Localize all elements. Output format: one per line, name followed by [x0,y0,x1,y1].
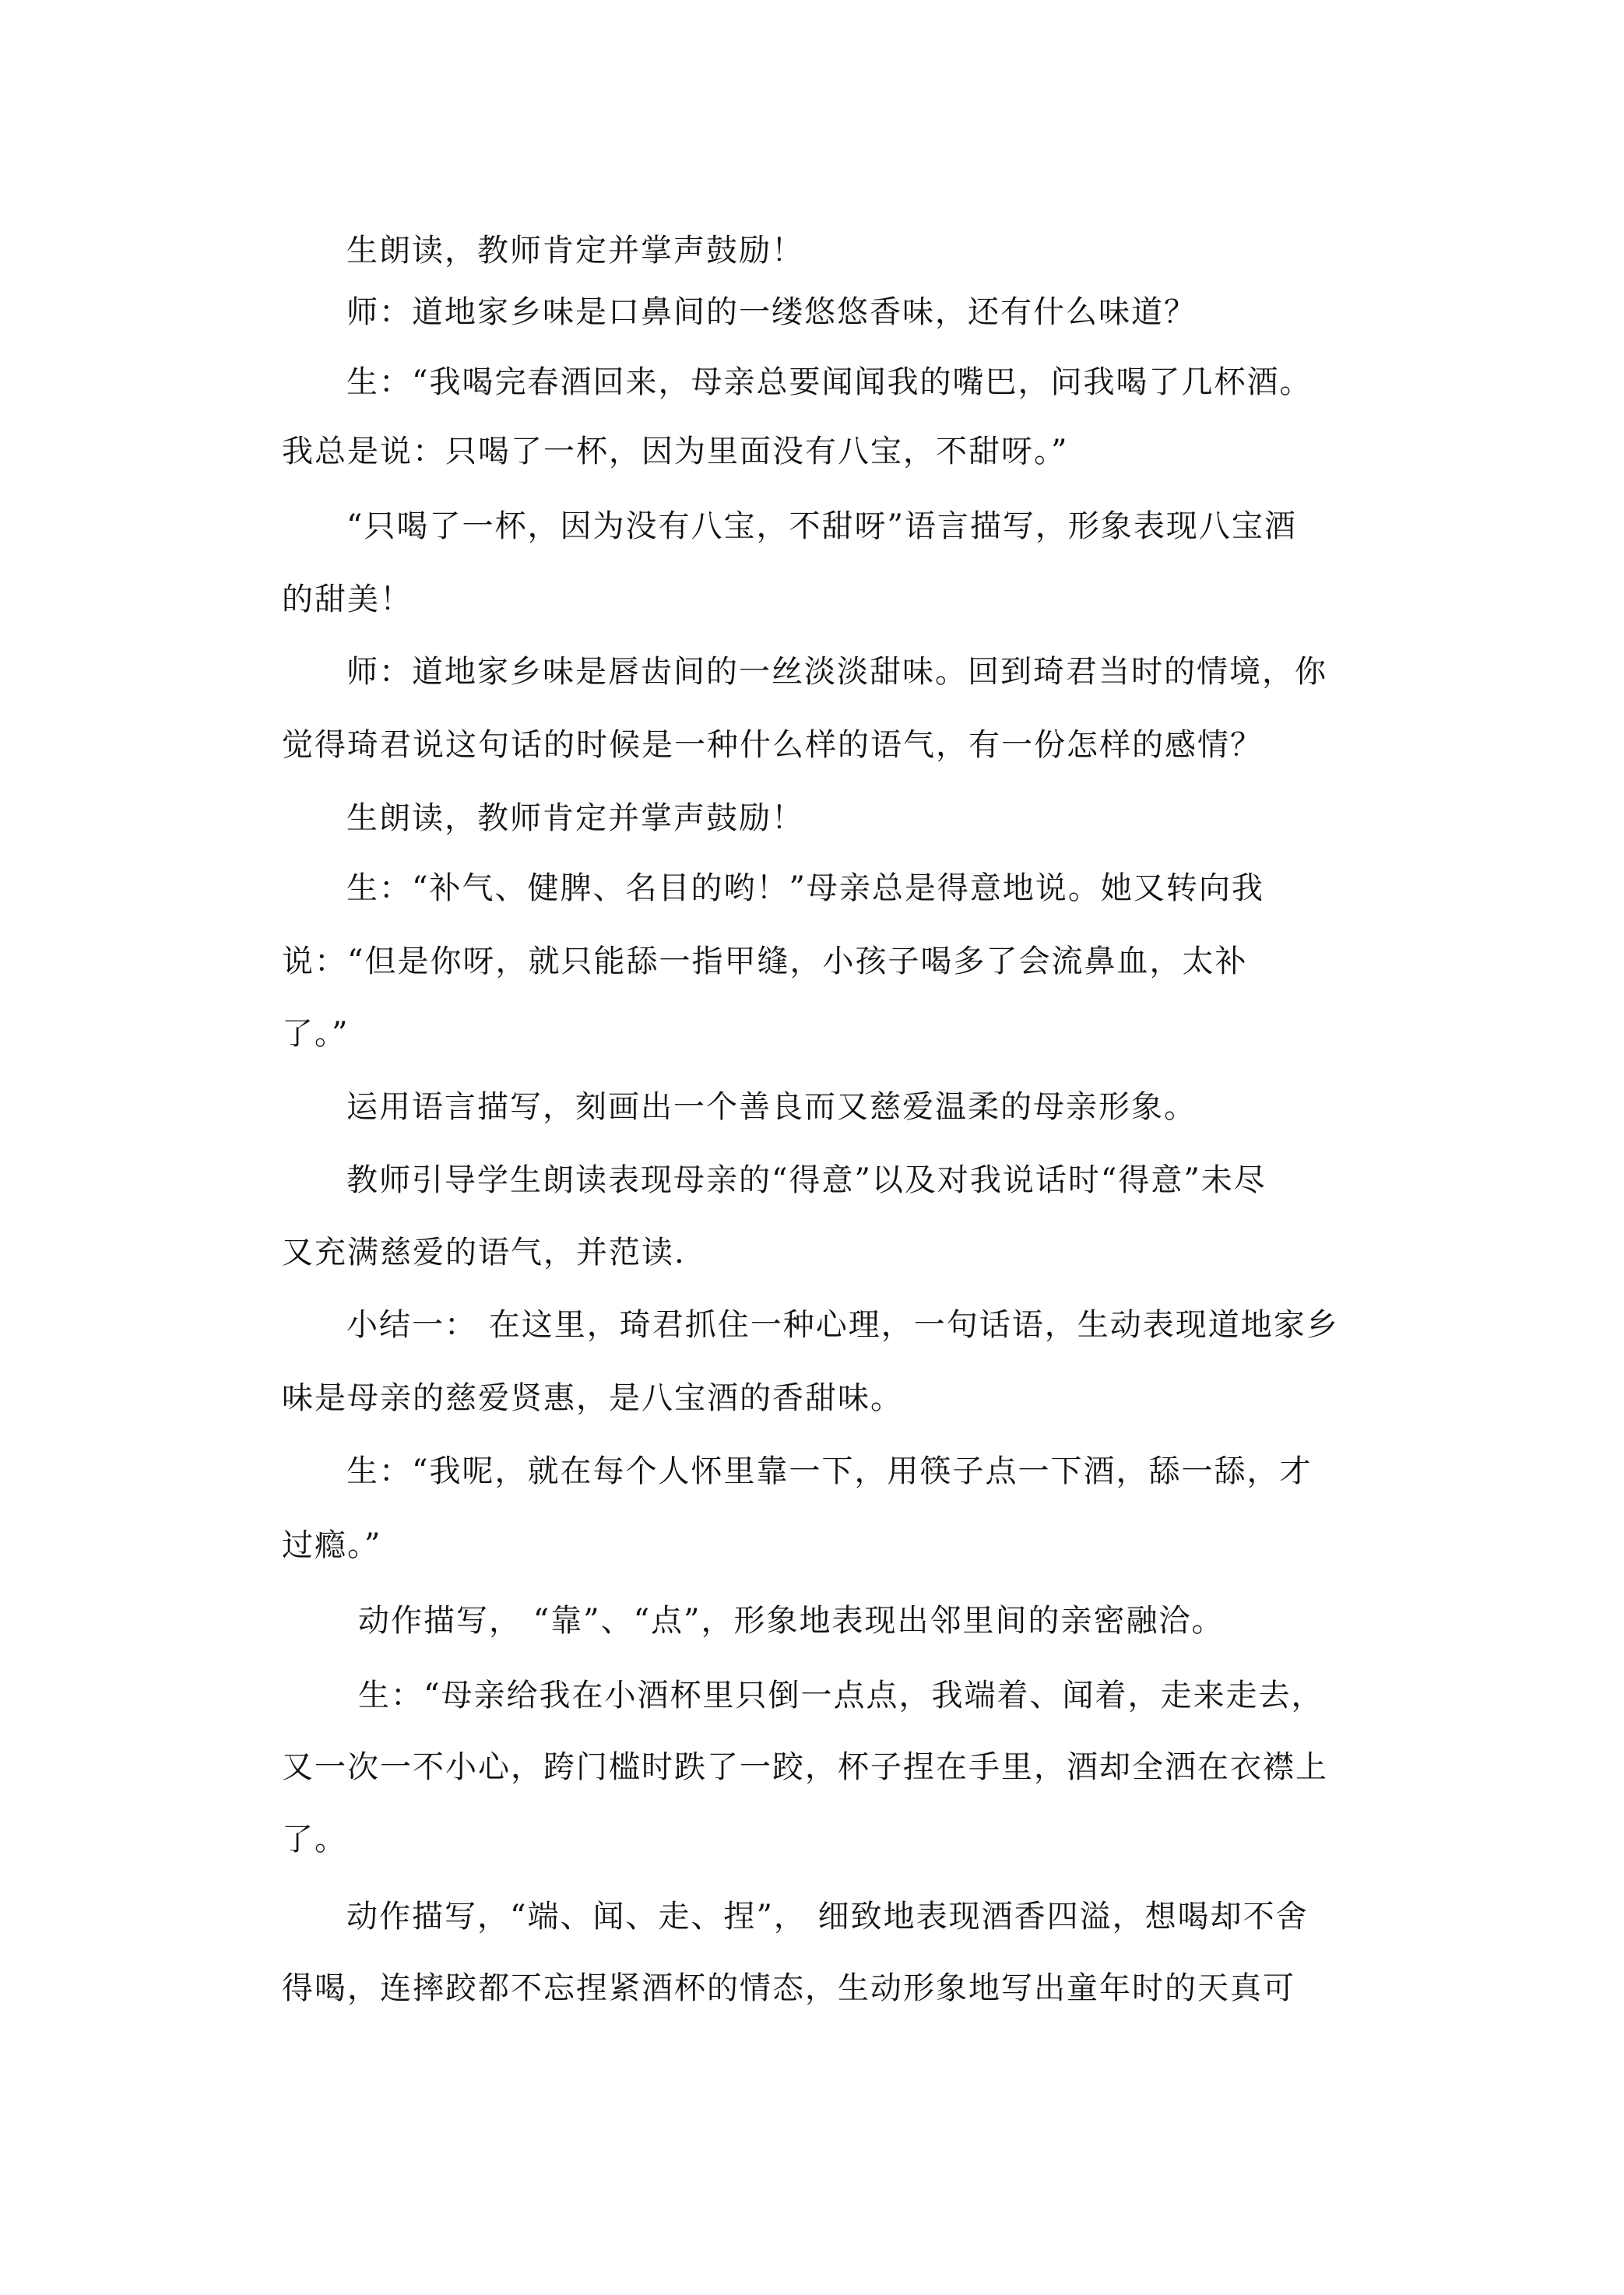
text-line: 觉得琦君说这句话的时候是一种什么样的语气，有一份怎样的感情？ [282,727,1263,763]
text-line: 教师引导学生朗读表现母亲的“得意”以及对我说话时“得意”未尽 [346,1162,1267,1198]
text-line: 说：“但是你呀，就只能舔一指甲缝，小孩子喝多了会流鼻血，太补 [282,944,1248,979]
text-line: 过瘾。” [282,1527,382,1563]
text-line: 生：“母亲给我在小酒杯里只倒一点点，我端着、闻着，走来走去， [358,1678,1324,1713]
text-line: 生朗读，教师肯定并掌声鼓励！ [346,800,804,836]
text-line: 动作描写，“端、闻、走、捏”， 细致地表现酒香四溢，想喝却不舍 [346,1899,1309,1935]
text-line: 师：道地家乡味是唇齿间的一丝淡淡甜味。回到琦君当时的情境，你 [346,654,1327,690]
text-line: 味是母亲的慈爱贤惠，是八宝酒的香甜味。 [282,1380,903,1416]
text-line: 小结一： 在这里，琦君抓住一种心理，一句话语，生动表现道地家乡 [346,1307,1339,1343]
text-line: 师：道地家乡味是口鼻间的一缕悠悠香味，还有什么味道？ [346,294,1197,330]
text-line: 动作描写， “靠”、“点”，形象地表现出邻里间的亲密融洽。 [358,1603,1225,1639]
text-line: 了。” [282,1016,350,1052]
text-line: 的甜美！ [282,582,413,617]
text-line: 运用语言描写，刻画出一个善良而又慈爱温柔的母亲形象。 [346,1089,1197,1125]
text-line: 生：“补气、健脾、名目的哟！”母亲总是得意地说。她又转向我 [346,870,1264,906]
text-line: 生朗读，教师肯定并掌声鼓励！ [346,233,804,269]
text-line: 了。 [282,1822,347,1857]
text-line: 我总是说：只喝了一杯，因为里面没有八宝，不甜呀。” [282,434,1069,469]
text-line: 又一次一不小心，跨门槛时跌了一跤，杯子捏在手里，酒却全洒在衣襟上 [282,1749,1328,1785]
text-line: 生：“我呢，就在每个人怀里靠一下，用筷子点一下酒，舔一舔，才 [346,1453,1313,1489]
text-line: 生：“我喝完春酒回来，母亲总要闻闻我的嘴巴，问我喝了几杯酒。 [346,364,1313,400]
text-line: “只喝了一杯，因为没有八宝，不甜呀”语言描写，形象表现八宝酒 [346,508,1297,544]
text-line: 又充满慈爱的语气，并范读. [282,1235,686,1271]
text-line: 得喝，连摔跤都不忘捏紧酒杯的情态，生动形象地写出童年时的天真可 [282,1970,1295,2006]
